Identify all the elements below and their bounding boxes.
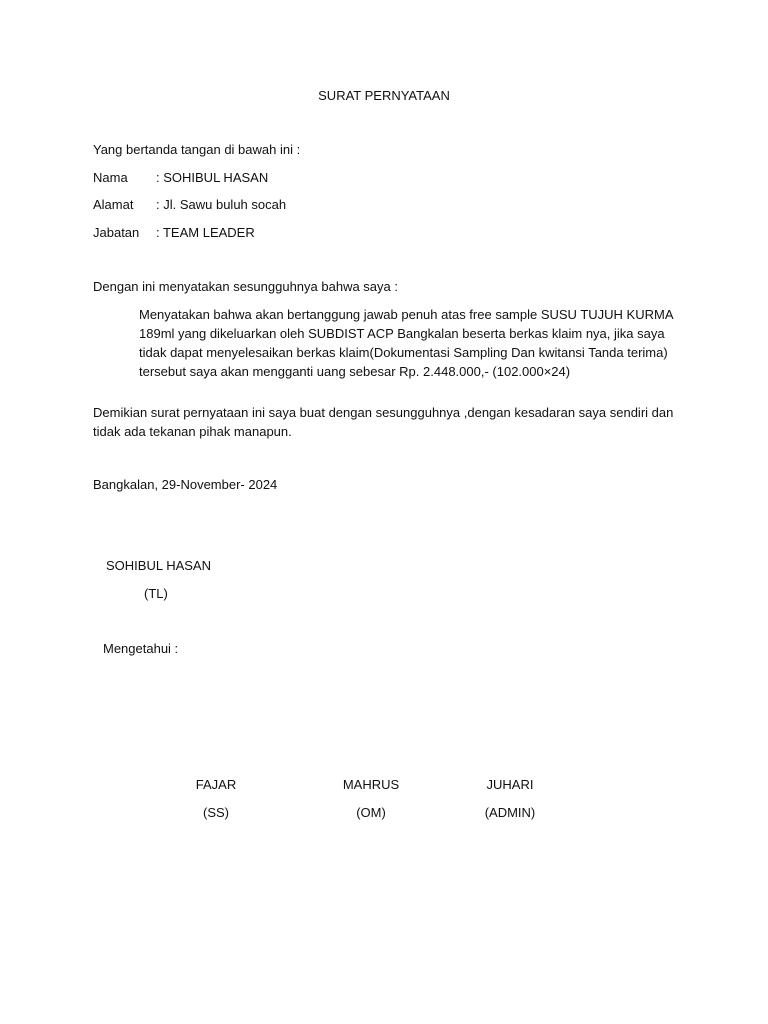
field-jabatan-value: : TEAM LEADER bbox=[156, 225, 255, 240]
statement-paragraph bbox=[139, 305, 679, 381]
closing-paragraph bbox=[93, 403, 673, 441]
signer-role: (TL) bbox=[144, 586, 168, 601]
witness-name-fajar: FAJAR bbox=[195, 777, 237, 792]
signer-name: SOHIBUL HASAN bbox=[106, 558, 211, 573]
field-jabatan-label: Jabatan bbox=[93, 225, 140, 240]
acknowledged-label: Mengetahui : bbox=[103, 641, 179, 656]
field-nama bbox=[93, 170, 268, 186]
closing-line: Demikian surat pernyataan ini saya buat dengan sesungguhnya ,dengan kesadaran saya sendiri dan bbox=[93, 405, 674, 420]
document-title: SURAT PERNYATAAN bbox=[318, 88, 450, 103]
field-nama-value: : SOHIBUL HASAN bbox=[156, 170, 269, 185]
witness-role-mahrus: (OM) bbox=[356, 805, 386, 820]
declaration-text: Dengan ini menyatakan sesungguhnya bahwa saya : bbox=[93, 279, 398, 294]
statement-line: tidak dapat menyelesaikan berkas klaim(Dokumentasi Sampling Dan kwitansi Tanda terima) bbox=[139, 345, 668, 360]
statement-line: Menyatakan bahwa akan bertanggung jawab penuh atas free sample SUSU TUJUH KURMA bbox=[139, 307, 674, 322]
field-nama-label: Nama bbox=[93, 170, 128, 185]
place-date: Bangkalan, 29-November- 2024 bbox=[93, 477, 278, 492]
witness-role-fajar: (SS) bbox=[203, 805, 229, 820]
field-alamat-label: Alamat bbox=[93, 197, 134, 212]
closing-line: tidak ada tekanan pihak manapun. bbox=[93, 424, 292, 439]
field-alamat bbox=[93, 197, 286, 213]
field-jabatan bbox=[93, 225, 255, 241]
witness-role-juhari: (ADMIN) bbox=[484, 805, 536, 820]
intro-text: Yang bertanda tangan di bawah ini : bbox=[93, 142, 301, 157]
statement-line: 189ml yang dikeluarkan oleh SUBDIST ACP Bangkalan beserta berkas klaim nya, jika saya bbox=[139, 326, 665, 341]
witness-name-mahrus: MAHRUS bbox=[342, 777, 400, 792]
statement-line: tersebut saya akan mengganti uang sebesar Rp. 2.448.000,- (102.000×24) bbox=[139, 364, 571, 379]
witness-name-juhari: JUHARI bbox=[486, 777, 534, 792]
field-alamat-value: : Jl. Sawu buluh socah bbox=[156, 197, 287, 212]
